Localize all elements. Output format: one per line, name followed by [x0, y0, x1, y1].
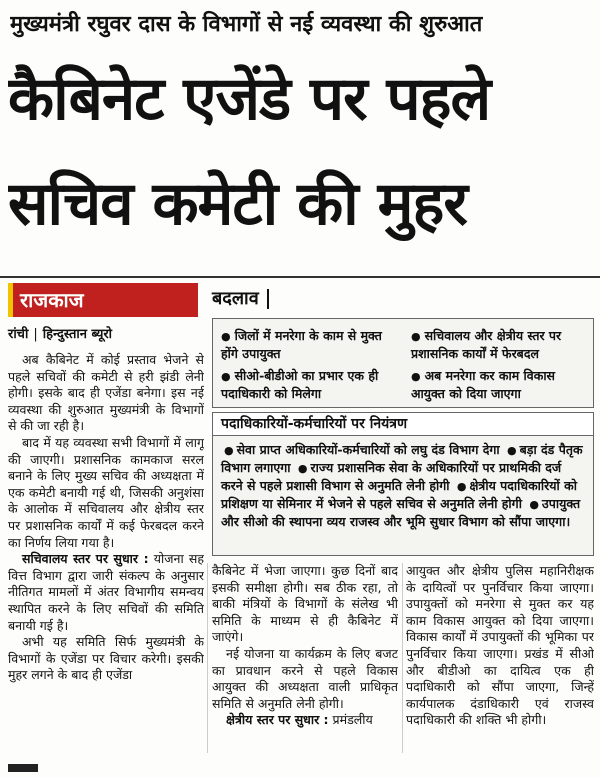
- column-divider: [207, 563, 208, 753]
- control-title: पदाधिकारियों-कर्मचारियों पर नियंत्रण: [212, 412, 594, 436]
- subheading: क्षेत्रीय स्तर पर सुधार :: [226, 712, 329, 728]
- subheading: सचिवालय स्तर पर सुधार :: [22, 551, 149, 567]
- byline-place: रांची: [8, 327, 29, 342]
- control-item: सेवा प्राप्त अधिकारियों-कर्मचारियों को लघु दंड विभाग देगा: [236, 442, 500, 457]
- byline: [8, 324, 208, 342]
- article-column-1: [8, 352, 204, 757]
- headline-rule: [0, 276, 600, 278]
- paragraph: अभी यह समिति सिर्फ मुख्यमंत्री के विभागों के एजेंडा पर विचार करेगी। इसकी मुहर लगने के बाद ही एजेंडा: [8, 634, 204, 683]
- headline-line-2: सचिव कमेटी की मुहर: [8, 169, 467, 239]
- control-box: [212, 436, 594, 556]
- headline-line-1: कैबिनेट एजेंडे पर पहले: [8, 64, 491, 134]
- change-bullet: ● जिलों में मनरेगा के काम से मुक्त होंगे उपायुक्त: [221, 327, 401, 362]
- bullet-dot: ●: [224, 444, 234, 457]
- bullet-dot: ●: [297, 462, 308, 475]
- paragraph: आयुक्त और क्षेत्रीय पुलिस महानिरीक्षक के दायित्वों पर पुनर्विचार किया जाएगा। उपायुक्तों को मनरेगा से मुक्त कर यह काम विकास आयुक्त को दिया जाएगा। विकास कार्यों में उपायुक्तों की भूमिका पर पुनर्विचार किया जाएगा। प्रखंड में सीओ और बीडीओ का दायित्व एक ही पदाधिकारी को सौंपा जाएगा, जिन्हें कार्यपालक दंडाधिकारी एवं राजस्व पदाधिकारी की शक्ति भी होगी।: [406, 563, 594, 728]
- control-item: राज्य प्रशासनिक सेवा के अधिकारियों पर प्राथमिकी दर्ज करने से पहले प्रशासी विभाग से अनुमति लेनी होगी: [221, 460, 562, 493]
- byline-bureau: हिन्दुस्तान ब्यूरो: [42, 327, 113, 342]
- paragraph-text: योजना सह वित्त विभाग द्वारा जारी संकल्प के अनुसार नीतिगत मामलों में अंतर विभागीय समन्वय स्थापित करने के लिए सचिवों की समिति बनायी गई है।: [8, 551, 204, 633]
- kicker: मुख्यमंत्री रघुवर दास के विभागों से नई व्यवस्था की शुरुआत: [10, 12, 483, 37]
- control-item: क्षेत्रीय पदाधिकारियों को प्रशिक्षण या सेमिनार में भेजने से पहले सचिव से अनुमति लेनी होगी: [221, 478, 577, 511]
- column-divider: [402, 563, 403, 753]
- paragraph: बाद में यह व्यवस्था सभी विभागों में लागू की जाएगी। प्रशासनिक कामकाज सरल बनाने के लिए मुख्य सचिव की अध्यक्षता में एक कमेटी बनायी गई थी, जिसकी अनुशंसा के आलोक में सचिवालय और क्षेत्रीय स्तर पर प्रशासनिक कार्यों में कई फेरबदल करने का निर्णय लिया गया है।: [8, 434, 204, 550]
- paragraph: नई योजना या कार्यक्रम के लिए बजट का प्रावधान करने से पहले विकास आयुक्त की अध्यक्षता वाली प्राधिकृत समिति से अनुमति लेनी होगी।: [212, 645, 398, 711]
- paragraph-text: प्रमंडलीय: [328, 712, 373, 728]
- bullet-dot: ●: [507, 444, 517, 457]
- article-column-3: [406, 563, 594, 763]
- bullet-dot: ●: [529, 498, 539, 511]
- bullet-dot: ●: [456, 480, 467, 493]
- paragraph: अब कैबिनेट में कोई प्रस्ताव भेजने से पहले सचिवों की कमेटी से हरी झंडी लेनी होगी। इसके बाद ही एजेंडा बनेगा। इस नई व्यवस्था की शुरुआत मुख्यमंत्री के विभागों से की जा रही है।: [8, 352, 204, 434]
- paragraph: [8, 551, 204, 634]
- page-mark: [8, 764, 38, 772]
- paragraph: कैबिनेट में भेजा जाएगा। कुछ दिनों बाद इसकी समीक्षा होगी। सब ठीक रहा, तो बाकी मंत्रियों के विभागों के संलेख भी समिति के माध्यम से ही कैबिनेट में जाएंगे।: [212, 563, 398, 645]
- paragraph: [212, 712, 398, 729]
- byline-separator: |: [33, 327, 38, 342]
- article-column-2: [212, 563, 398, 763]
- control-item: उपायुक्त और सीओ की स्थापना व्यय राजस्व और भूमि सुधार विभाग को सौंपा जाएगा।: [221, 496, 581, 529]
- control-item: बड़ा दंड पैतृक विभाग लगाएगा: [221, 442, 583, 475]
- change-bullet: ● सीओ-बीडीओ का प्रभार एक ही पदाधिकारी को मिलेगा: [221, 367, 401, 402]
- change-bullet: ● अब मनरेगा कर काम विकास आयुक्त को दिया जाएगा: [411, 367, 587, 402]
- changes-title: बदलाव: [212, 286, 269, 310]
- changes-box: [212, 318, 594, 408]
- change-bullet: ● सचिवालय और क्षेत्रीय स्तर पर प्रशासनिक कार्यों में फेरबदल: [411, 327, 587, 362]
- section-tag: राजकाज: [8, 283, 198, 317]
